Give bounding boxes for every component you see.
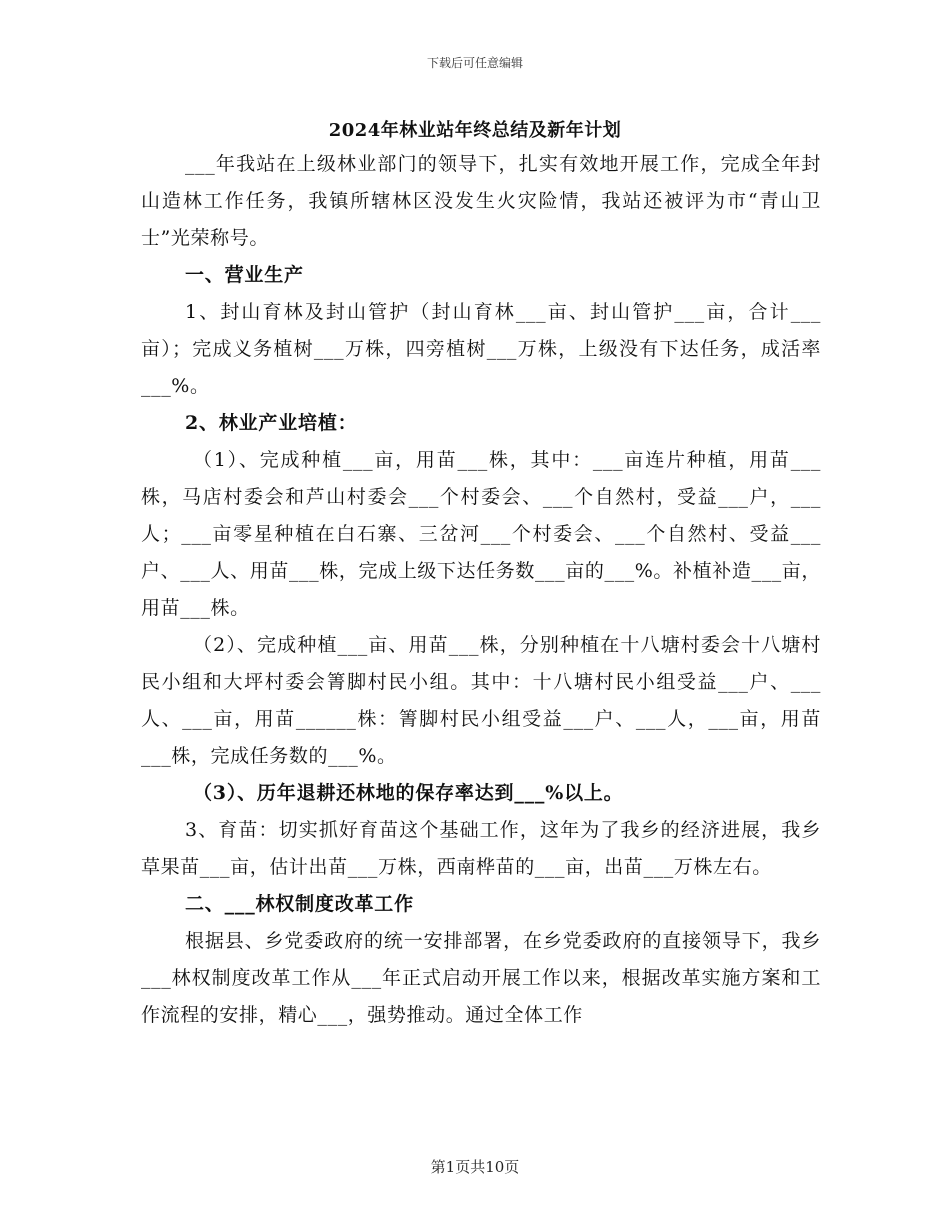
intro-paragraph: ___年我站在上级林业部门的领导下，扎实有效地开展工作，完成全年封山造林工作任务，我镇所辖林区没发生火灾险情，我站还被评为市“青山卫士”光荣称号。: [141, 153, 821, 249]
item-heading-industry: 2、林业产业培植：: [185, 412, 358, 434]
sub-item-planting-2: （2）、完成种植___亩、用苗___株，分别种植在十八塘村委会十八塘村民小组和大坪村委会箐脚村民小组。其中：十八塘村民小组受益___户、___人、___亩，用苗______株：箐脚村民小组受益___户、___人，___亩，用苗___株，完成任务数的___%。: [141, 634, 821, 767]
page-header-note: 下载后可任意编辑: [426, 56, 523, 70]
page-number: 第1页共10页: [430, 1158, 520, 1176]
sub-item-retention-rate: （3）、历年退耕还林地的保存率达到___%以上。: [193, 782, 624, 804]
item-mountain-forestry: 1、封山育林及封山管护（封山育林___亩、封山管护___亩，合计___亩）；完成义务植树___万株，四旁植树___万株，上级没有下达任务，成活率___%。: [141, 301, 821, 397]
sub-item-planting-1: （1）、完成种植___亩，用苗___株，其中：___亩连片种植，用苗___株，马店村委会和芦山村委会___个村委会、___个自然村，受益___户，___人；___亩零星种植在白石寨、三岔河___个村委会、___个自然村、受益___户、___人、用苗___株，完成上级下达任务数___亩的___%。补植补造___亩，用苗___株。: [141, 449, 821, 619]
item-seedlings: 3、育苗：切实抓好育苗这个基础工作，这年为了我乡的经济进展，我乡草果苗___亩，估计出苗___万株，西南桦苗的___亩，出苗___万株左右。: [141, 819, 821, 878]
document-title: 2024年林业站年终总结及新年计划: [328, 120, 622, 141]
section-heading-production: 一、营业生产: [185, 264, 304, 286]
document-body: [141, 146, 821, 1034]
section-heading-reform: 二、___林权制度改革工作: [185, 893, 414, 915]
reform-paragraph: 根据县、乡党委政府的统一安排部署，在乡党委政府的直接领导下，我乡___林权制度改革工作从___年正式启动开展工作以来，根据改革实施方案和工作流程的安排，精心___，强势推动。通过全体工作: [141, 930, 821, 1026]
